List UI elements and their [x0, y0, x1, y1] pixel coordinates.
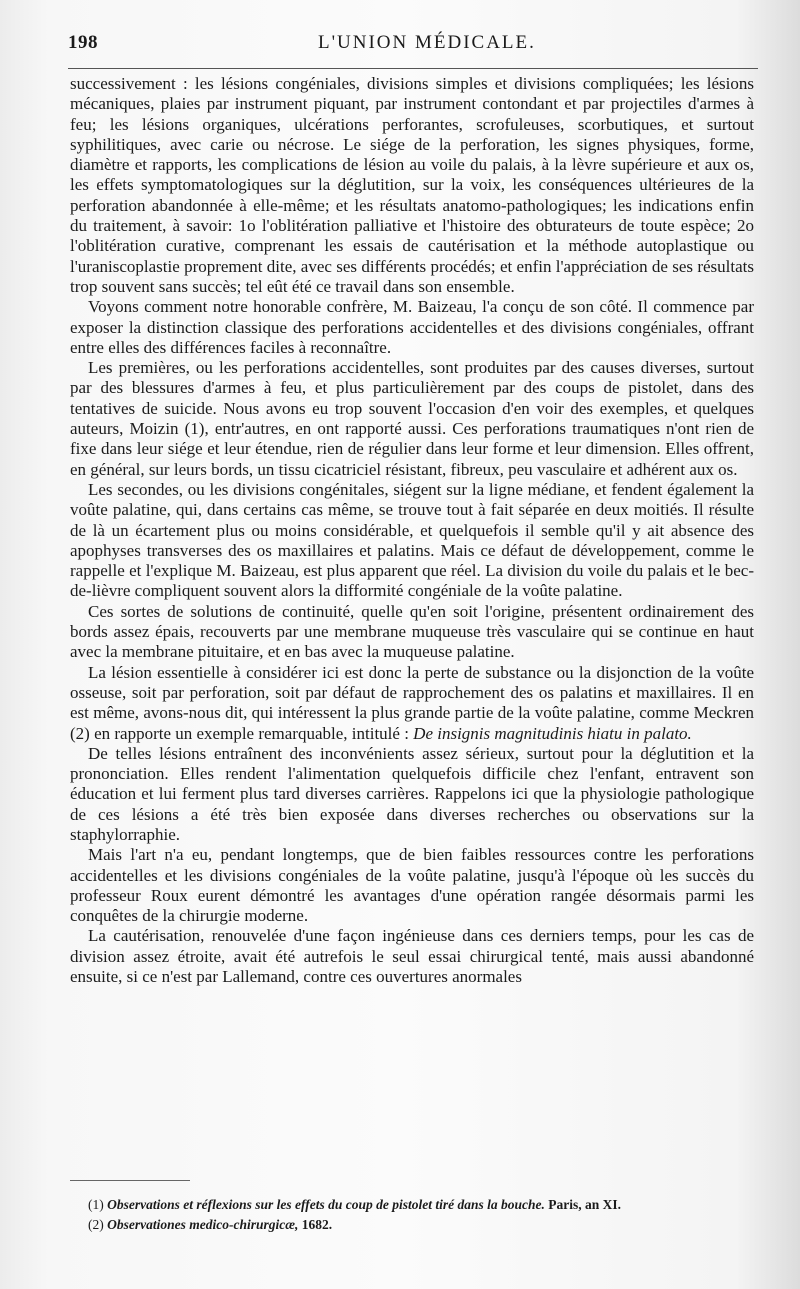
- page-header: [68, 32, 758, 60]
- paragraph: successivement : les lésions congéniales, divisions simples et divisions compliquées; les lésions mécaniques, plaies par instrument piquant, par instrument contondant et par projectiles d'armes à feu; les lésions organiques, ulcérations perforantes, scrofuleuses, scorbutiques, et surtout syphilitiques, avec carie ou nécrose. Le siége de la perforation, les signes physiques, forme, diamètre et rapports, les complications de lésion au voile du palais, à la lèvre supérieure et aux os, les effets symptomatologiques sur la déglutition, sur la voix, les conséquences ultérieures de la perforation abandonnée à elle-même; et les résultats anatomo-pathologiques; les indications enfin du traitement, à savoir: 1o l'oblitération palliative et l'histoire des obturateurs de toute espèce; 2o l'oblitération curative, comprenant les essais de cautérisation et la méthode autoplastique ou l'uraniscoplastie proprement dite, avec ses différents procédés; et enfin l'appréciation de ses résultats trop souvent sans succès; tel eût été ce travail dans son ensemble.: [70, 74, 754, 296]
- footnote-tail: 1682.: [301, 1217, 333, 1232]
- paragraph-text: La lésion essentielle à considérer ici est donc la perte de substance ou la disjonction de la voûte osseuse, soit par perforation, soit par défaut de rapprochement des os palatins et maxillaires. Il en est même, avons-nous dit, qui intéressent la plus grande partie de la voûte palatine, comme Meckren (2) en rapporte un exemple remarquable, intitulé :: [70, 662, 754, 743]
- paragraph: La cautérisation, renouvelée d'une façon ingénieuse dans ces derniers temps, pour les cas de division assez étroite, avait été autrefois le seul essai chirurgical tenté, mais aussi abandonné ensuite, si ce n'est par Lallemand, contre ces ouvertures anormales: [70, 926, 754, 987]
- footnote: [88, 1215, 758, 1235]
- paragraph: Les secondes, ou les divisions congénitales, siégent sur la ligne médiane, et fendent également la voûte palatine, qui, dans certains cas même, se trouve tout à fait séparée en deux moitiés. Il résulte de là un écartement plus ou moins considérable, et quelquefois il semble qu'il y ait absence des apophyses transverses des os maxillaires et palatins. Mais ce défaut de développement, comme le rappelle et l'explique M. Baizeau, est plus apparent que réel. La division du voile du palais et le bec-de-lièvre compliquent souvent alors la difformité congéniale de la voûte palatine.: [70, 479, 754, 601]
- paragraph: De telles lésions entraînent des inconvénients assez sérieux, surtout pour la déglutition et la prononciation. Elles rendent l'alimentation quelquefois difficile chez l'enfant, entravent son éducation et lui ferment plus tard diverses carrières. Rappelons ici que la physiologie pathologique de ces lésions a été très bien exposée dans diverses recherches ou observations sur la staphylorraphie.: [70, 743, 754, 844]
- paragraph: Ces sortes de solutions de continuité, quelle qu'en soit l'origine, présentent ordinairement des bords assez épais, recouverts par une membrane muqueuse très vasculaire qui se continue en haut avec la membrane pituitaire, et en bas avec la muqueuse palatine.: [70, 601, 754, 662]
- paragraph: Voyons comment notre honorable confrère, M. Baizeau, l'a conçu de son côté. Il commence par exposer la distinction classique des perforations accidentelles et des divisions congéniales, offrant entre elles des différences faciles à reconnaître.: [70, 297, 754, 357]
- header-rule: [68, 68, 758, 69]
- page-number: 198: [68, 32, 98, 53]
- footnote-marker: (1): [88, 1197, 104, 1212]
- footnote-title: Observations et réflexions sur les effets du coup de pistolet tiré dans la bouche.: [107, 1197, 545, 1212]
- paragraph: Mais l'art n'a eu, pendant longtemps, que de bien faibles ressources contre les perforations accidentelles et les divisions congéniales de la voûte palatine, jusqu'à l'époque où les succès du professeur Roux eurent démontré les avantages d'une opération rangée désormais parmi les conquêtes de la chirurgie moderne.: [70, 845, 754, 926]
- body-text: [70, 74, 754, 987]
- paragraph-with-citation: [70, 663, 754, 744]
- footnote-marker: (2): [88, 1217, 104, 1232]
- footnote-title: Observationes medico-chirurgicæ,: [107, 1217, 299, 1232]
- footnotes: [88, 1195, 758, 1235]
- paragraph: Les premières, ou les perforations accidentelles, sont produites par des causes diverses, surtout par des blessures d'armes à feu, et plus particulièrement par des coups de pistolet, dans des tentatives de suicide. Nous avons eu trop souvent l'occasion d'en voir des exemples, et quelques auteurs, Moizin (1), entr'autres, en ont rapporté aussi. Ces perforations traumatiques n'ont rien de fixe dans leur siége et leur étendue, rien de régulier dans leur forme et leur dimension. Elles offrent, en général, sur leurs bords, un tissu cicatriciel résistant, fibreux, peu vasculaire et adhérent aux os.: [70, 358, 754, 479]
- footnote-tail: Paris, an XI.: [548, 1197, 622, 1212]
- cited-title: De insignis magnitudinis hiatu in palato.: [413, 723, 692, 743]
- footnote: [88, 1195, 758, 1215]
- running-title: L'UNION MÉDICALE.: [318, 32, 536, 53]
- footnote-rule: [70, 1180, 190, 1181]
